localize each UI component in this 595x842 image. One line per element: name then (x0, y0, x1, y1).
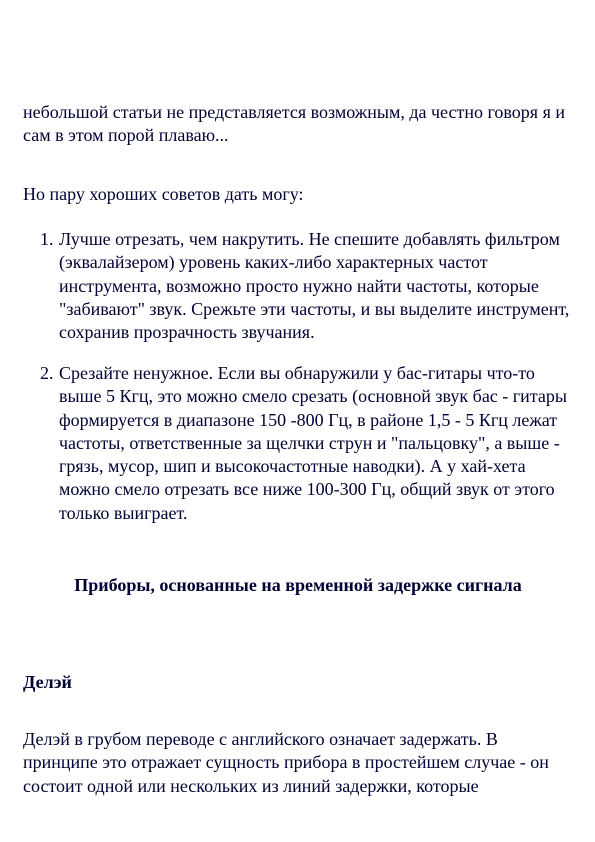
list-item-text: Срезайте ненужное. Если вы обнаружили у бас-гитары что-то выше 5 Кгц, это можно смело срезать (основной звук бас - гитары формируется в диапазоне 150 -800 Гц, в районе 1,5 - 5 Кгц лежат частоты, ответственные за щелчки струн и "пальцовку", а выше - грязь, мусор, шип и высокочастотные наводки). А у хай-хета можно смело отрезать все ниже 100-300 Гц, общий звук от этого только выиграет. (59, 363, 567, 523)
list-item (23, 228, 573, 344)
paragraph-intro-continuation: небольшой статьи не представляется возможным, да честно говоря я и сам в этом порой плаваю... (23, 102, 565, 146)
numbered-list-item-2 (23, 362, 573, 525)
list-item-number: 1. (40, 229, 54, 249)
section-heading: Приборы, основанные на временной задержке сигнала (74, 575, 522, 595)
list-item (23, 362, 573, 525)
paragraph-delay-description: Делэй в грубом переводе с английского означает задержать. В принципе это отражает сущность прибора в простейшем случае - он состоит одной или нескольких из линий задержки, которые (23, 729, 549, 796)
list-item-text: Лучше отрезать, чем накрутить. Не спешите добавлять фильтром (эквалайзером) уровень каких-либо характерных частот инструмента, возможно просто нужно найти частоты, которые "забивают" звук. Срежьте эти частоты, и вы выделите инструмент, сохранив прозрачность звучания. (59, 229, 570, 343)
list-item-number: 2. (40, 363, 54, 383)
subsection-heading: Делэй (23, 672, 72, 692)
numbered-list-item-1 (23, 228, 573, 344)
paragraph-advice-intro: Но пару хороших советов дать могу: (23, 184, 304, 204)
